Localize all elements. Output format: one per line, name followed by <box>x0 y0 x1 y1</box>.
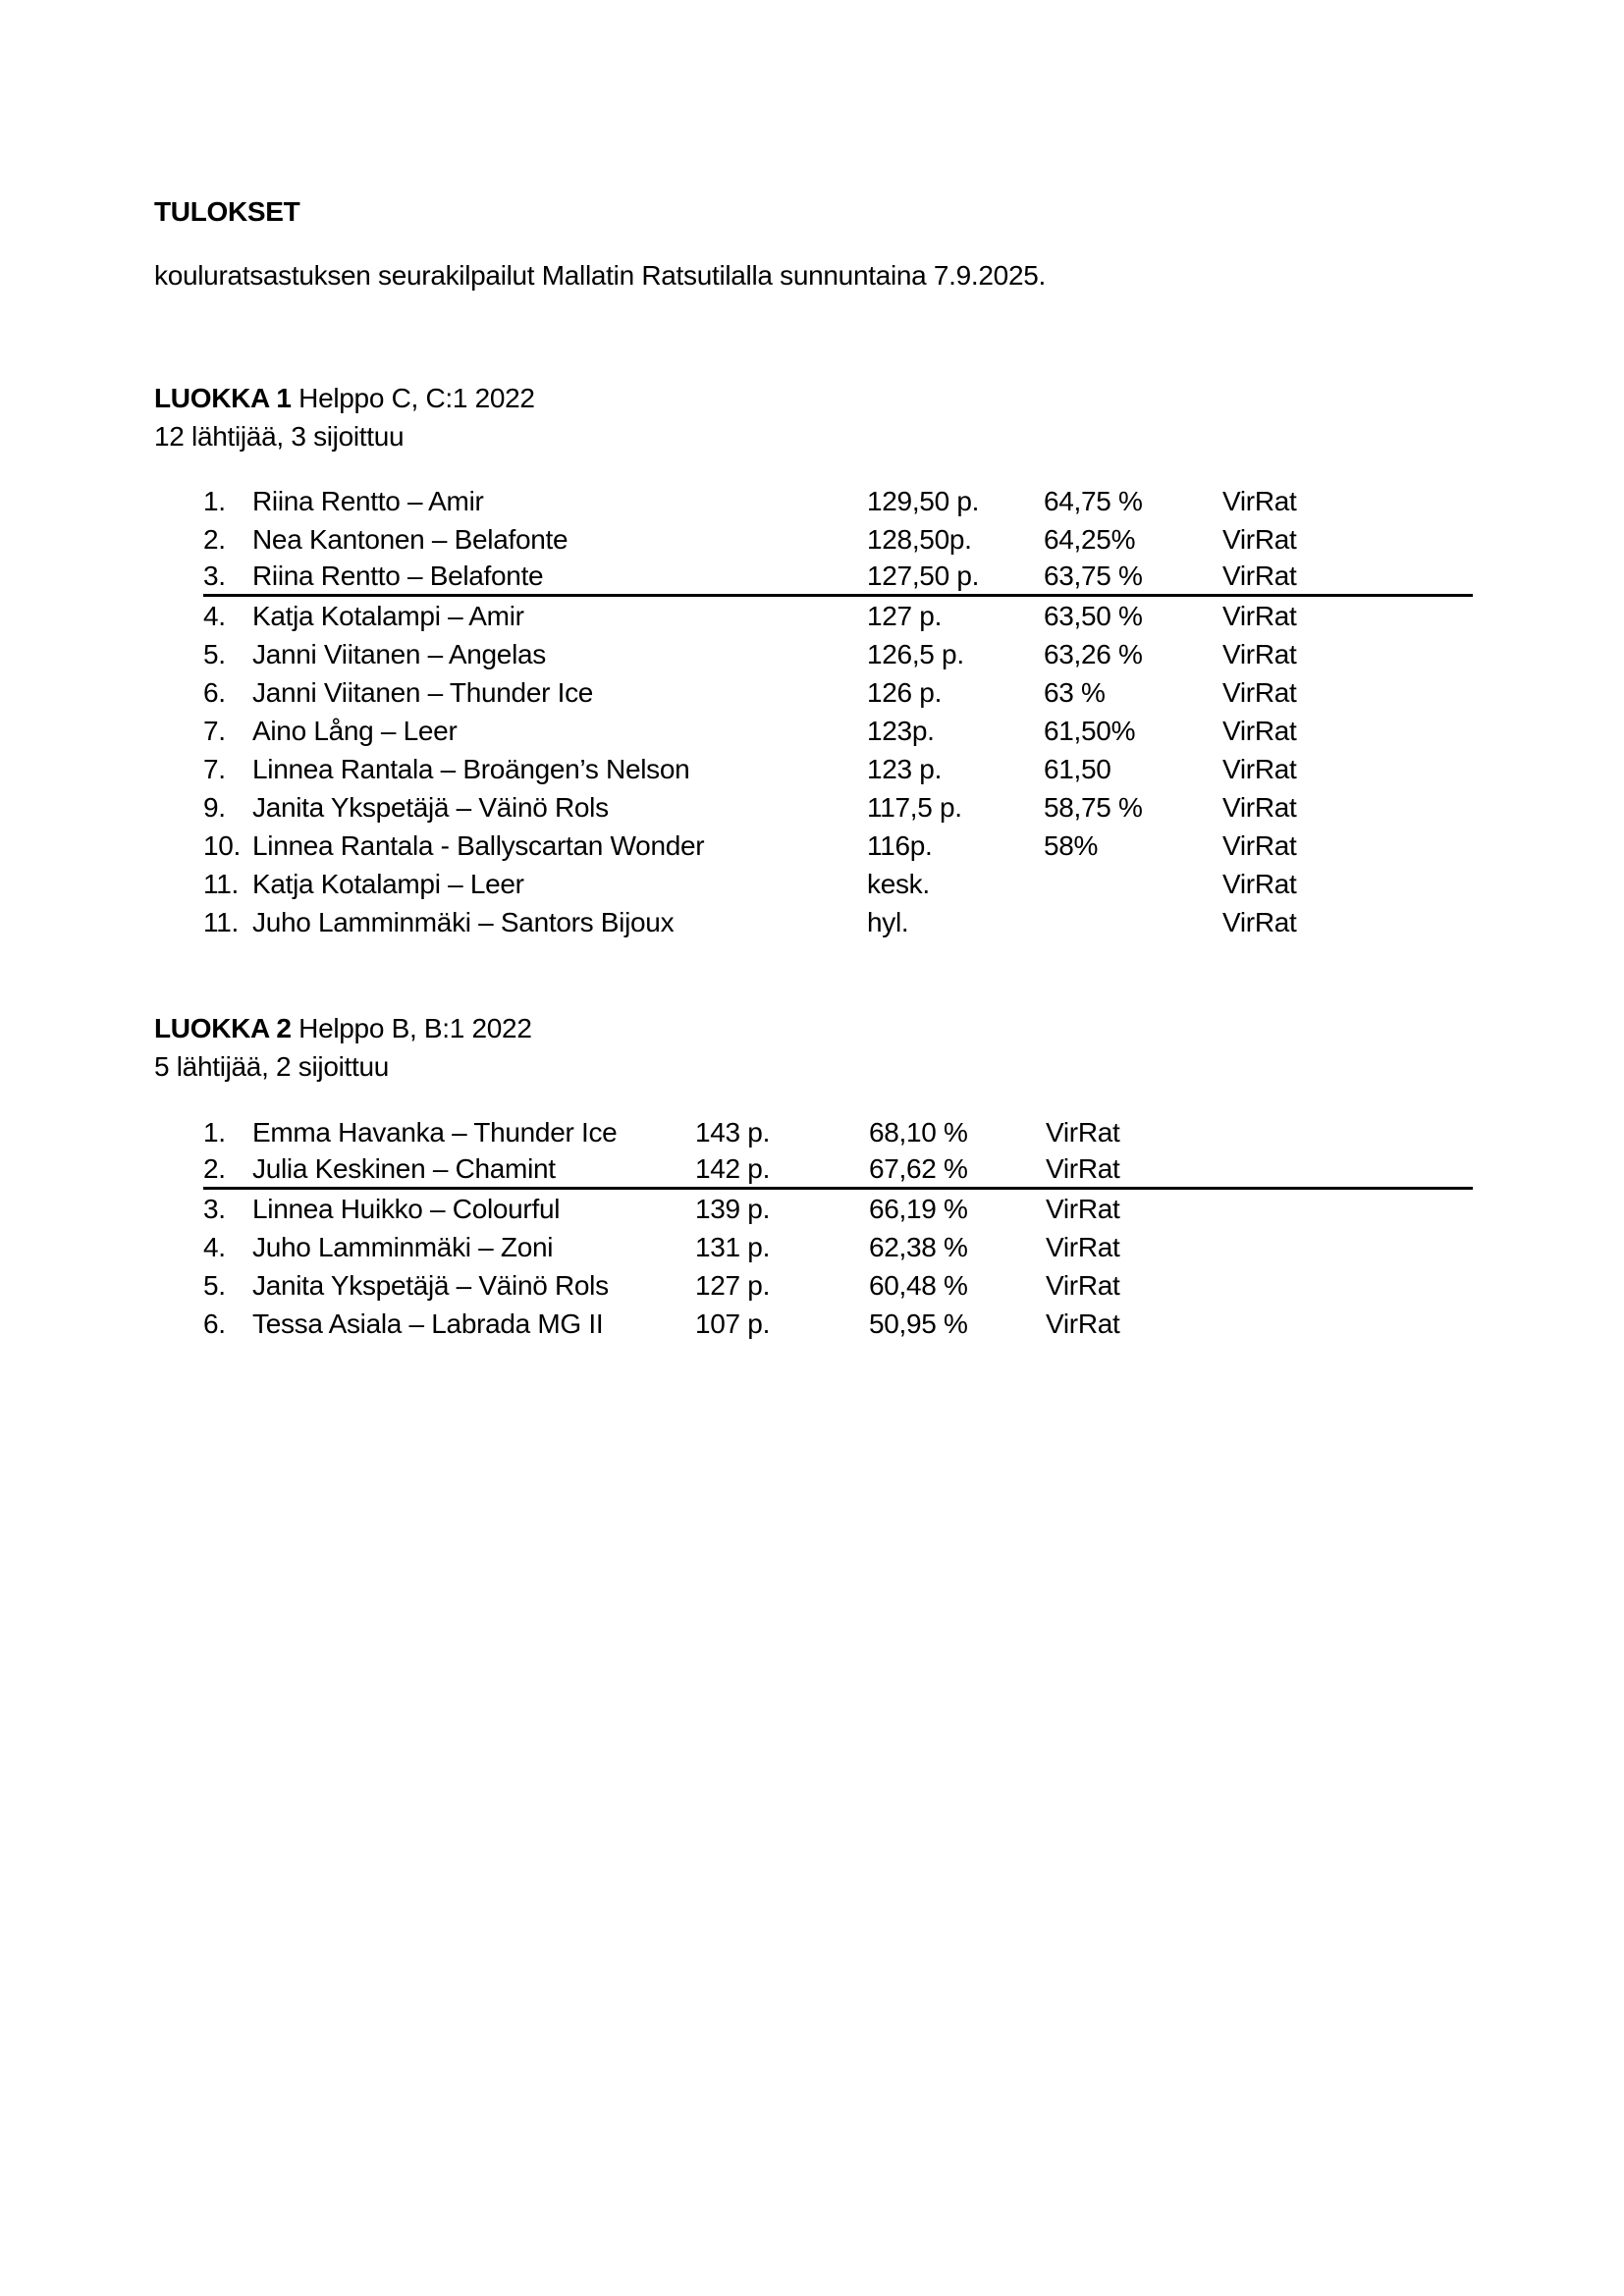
rider-horse-cell: Juho Lamminmäki – Zoni <box>252 1232 554 1262</box>
rider-horse-cell: Janni Viitanen – Thunder Ice <box>252 677 594 708</box>
rider-horse-cell: Riina Rentto – Belafonte <box>252 561 544 591</box>
points-cell: 117,5 p. <box>867 792 962 823</box>
rank-cell: 5. <box>203 639 226 669</box>
club-cell: VirRat <box>1046 1232 1120 1262</box>
rider-horse-cell: Linnea Huikko – Colourful <box>252 1194 561 1224</box>
points-cell: 127,50 p. <box>867 561 980 591</box>
result-row <box>203 1266 1473 1305</box>
club-cell: VirRat <box>1046 1194 1120 1224</box>
percent-cell: 63,75 % <box>1044 561 1143 591</box>
points-cell: kesk. <box>867 869 930 899</box>
points-cell: 126 p. <box>867 677 943 708</box>
result-row <box>203 865 1473 903</box>
result-row <box>203 1190 1473 1228</box>
class-1-heading <box>154 379 1624 417</box>
rider-horse-cell: Juho Lamminmäki – Santors Bijoux <box>252 907 675 937</box>
club-cell: VirRat <box>1222 716 1297 746</box>
percent-cell: 58% <box>1044 830 1099 861</box>
club-cell: VirRat <box>1046 1117 1120 1148</box>
result-row <box>203 712 1473 750</box>
rider-horse-cell: Janita Ykspetäjä – Väinö Rols <box>252 1270 609 1301</box>
rider-horse-cell: Janni Viitanen – Angelas <box>252 639 546 669</box>
club-cell: VirRat <box>1222 792 1297 823</box>
rank-cell: 3. <box>203 1194 226 1224</box>
points-cell: 123p. <box>867 716 935 746</box>
rank-cell: 1. <box>203 1117 226 1148</box>
result-row <box>203 673 1473 712</box>
rank-cell: 2. <box>203 1153 226 1184</box>
result-row <box>203 1228 1473 1266</box>
points-cell: 123 p. <box>867 754 943 784</box>
rank-cell: 4. <box>203 601 226 631</box>
rider-horse-cell: Tessa Asiala – Labrada MG II <box>252 1308 604 1339</box>
club-cell: VirRat <box>1222 639 1297 669</box>
rank-cell: 11. <box>203 869 239 899</box>
points-cell: 143 p. <box>695 1117 771 1148</box>
result-row <box>203 597 1473 635</box>
rank-cell: 10. <box>203 830 242 861</box>
class-1-section <box>154 379 1624 941</box>
class-1-starters: 12 lähtijää, 3 sijoittuu <box>154 421 405 452</box>
club-cell: VirRat <box>1222 677 1297 708</box>
rider-horse-cell: Linnea Rantala - Ballyscartan Wonder <box>252 830 705 861</box>
club-cell: VirRat <box>1222 524 1297 555</box>
club-cell: VirRat <box>1046 1308 1120 1339</box>
result-row <box>203 1113 1473 1151</box>
event-subtitle: kouluratsastuksen seurakilpailut Mallatin Ratsutilalla sunnuntaina 7.9.2025. <box>154 260 1046 291</box>
class-2-starters: 5 lähtijää, 2 sijoittuu <box>154 1051 390 1082</box>
percent-cell: 61,50% <box>1044 716 1136 746</box>
rank-cell: 6. <box>203 1308 226 1339</box>
percent-cell: 63 % <box>1044 677 1106 708</box>
rank-cell: 2. <box>203 524 226 555</box>
rank-cell: 4. <box>203 1232 226 1262</box>
class-1-results-table <box>203 482 1473 941</box>
points-cell: 127 p. <box>867 601 943 631</box>
result-row <box>203 1151 1473 1190</box>
class-2-section <box>154 1009 1624 1343</box>
club-cell: VirRat <box>1222 561 1297 591</box>
percent-cell: 58,75 % <box>1044 792 1143 823</box>
percent-cell: 61,50 <box>1044 754 1111 784</box>
result-row <box>203 788 1473 827</box>
result-row <box>203 635 1473 673</box>
rider-horse-cell: Janita Ykspetäjä – Väinö Rols <box>252 792 609 823</box>
club-cell: VirRat <box>1046 1153 1120 1184</box>
class-2-heading-detail: Helppo B, B:1 2022 <box>291 1013 532 1043</box>
points-cell: 116p. <box>867 830 933 861</box>
result-row <box>203 750 1473 788</box>
percent-cell: 50,95 % <box>869 1308 968 1339</box>
result-row <box>203 482 1473 520</box>
points-cell: hyl. <box>867 907 909 937</box>
percent-cell: 68,10 % <box>869 1117 968 1148</box>
percent-cell: 66,19 % <box>869 1194 968 1224</box>
club-cell: VirRat <box>1222 869 1297 899</box>
rider-horse-cell: Katja Kotalampi – Amir <box>252 601 524 631</box>
result-row <box>203 520 1473 559</box>
rider-horse-cell: Katja Kotalampi – Leer <box>252 869 524 899</box>
class-2-heading <box>154 1009 1624 1047</box>
points-cell: 131 p. <box>695 1232 771 1262</box>
percent-cell: 67,62 % <box>869 1153 968 1184</box>
rank-cell: 3. <box>203 561 226 591</box>
rank-cell: 7. <box>203 716 226 746</box>
rank-cell: 9. <box>203 792 226 823</box>
page-title: TULOKSET <box>154 196 300 227</box>
points-cell: 126,5 p. <box>867 639 964 669</box>
points-cell: 139 p. <box>695 1194 771 1224</box>
result-row <box>203 559 1473 597</box>
points-cell: 127 p. <box>695 1270 771 1301</box>
points-cell: 128,50p. <box>867 524 972 555</box>
rider-horse-cell: Linnea Rantala – Broängen’s Nelson <box>252 754 690 784</box>
percent-cell: 63,50 % <box>1044 601 1143 631</box>
rider-horse-cell: Aino Lång – Leer <box>252 716 458 746</box>
club-cell: VirRat <box>1222 754 1297 784</box>
class-2-results-table <box>203 1113 1473 1343</box>
percent-cell: 64,25% <box>1044 524 1136 555</box>
club-cell: VirRat <box>1222 601 1297 631</box>
club-cell: VirRat <box>1222 486 1297 516</box>
result-row <box>203 1305 1473 1343</box>
rank-cell: 11. <box>203 907 239 937</box>
percent-cell: 64,75 % <box>1044 486 1143 516</box>
rider-horse-cell: Nea Kantonen – Belafonte <box>252 524 568 555</box>
points-cell: 142 p. <box>695 1153 771 1184</box>
rank-cell: 1. <box>203 486 226 516</box>
class-2-heading-number: LUOKKA 2 <box>154 1013 292 1043</box>
rank-cell: 6. <box>203 677 226 708</box>
club-cell: VirRat <box>1222 830 1297 861</box>
club-cell: VirRat <box>1046 1270 1120 1301</box>
club-cell: VirRat <box>1222 907 1297 937</box>
rider-horse-cell: Riina Rentto – Amir <box>252 486 484 516</box>
percent-cell: 63,26 % <box>1044 639 1143 669</box>
result-row <box>203 903 1473 941</box>
result-row <box>203 827 1473 865</box>
rank-cell: 5. <box>203 1270 226 1301</box>
percent-cell: 60,48 % <box>869 1270 968 1301</box>
percent-cell: 62,38 % <box>869 1232 968 1262</box>
points-cell: 129,50 p. <box>867 486 980 516</box>
class-1-heading-number: LUOKKA 1 <box>154 383 292 413</box>
rider-horse-cell: Julia Keskinen – Chamint <box>252 1153 556 1184</box>
rider-horse-cell: Emma Havanka – Thunder Ice <box>252 1117 618 1148</box>
rank-cell: 7. <box>203 754 226 784</box>
class-1-heading-detail: Helppo C, C:1 2022 <box>291 383 535 413</box>
points-cell: 107 p. <box>695 1308 771 1339</box>
